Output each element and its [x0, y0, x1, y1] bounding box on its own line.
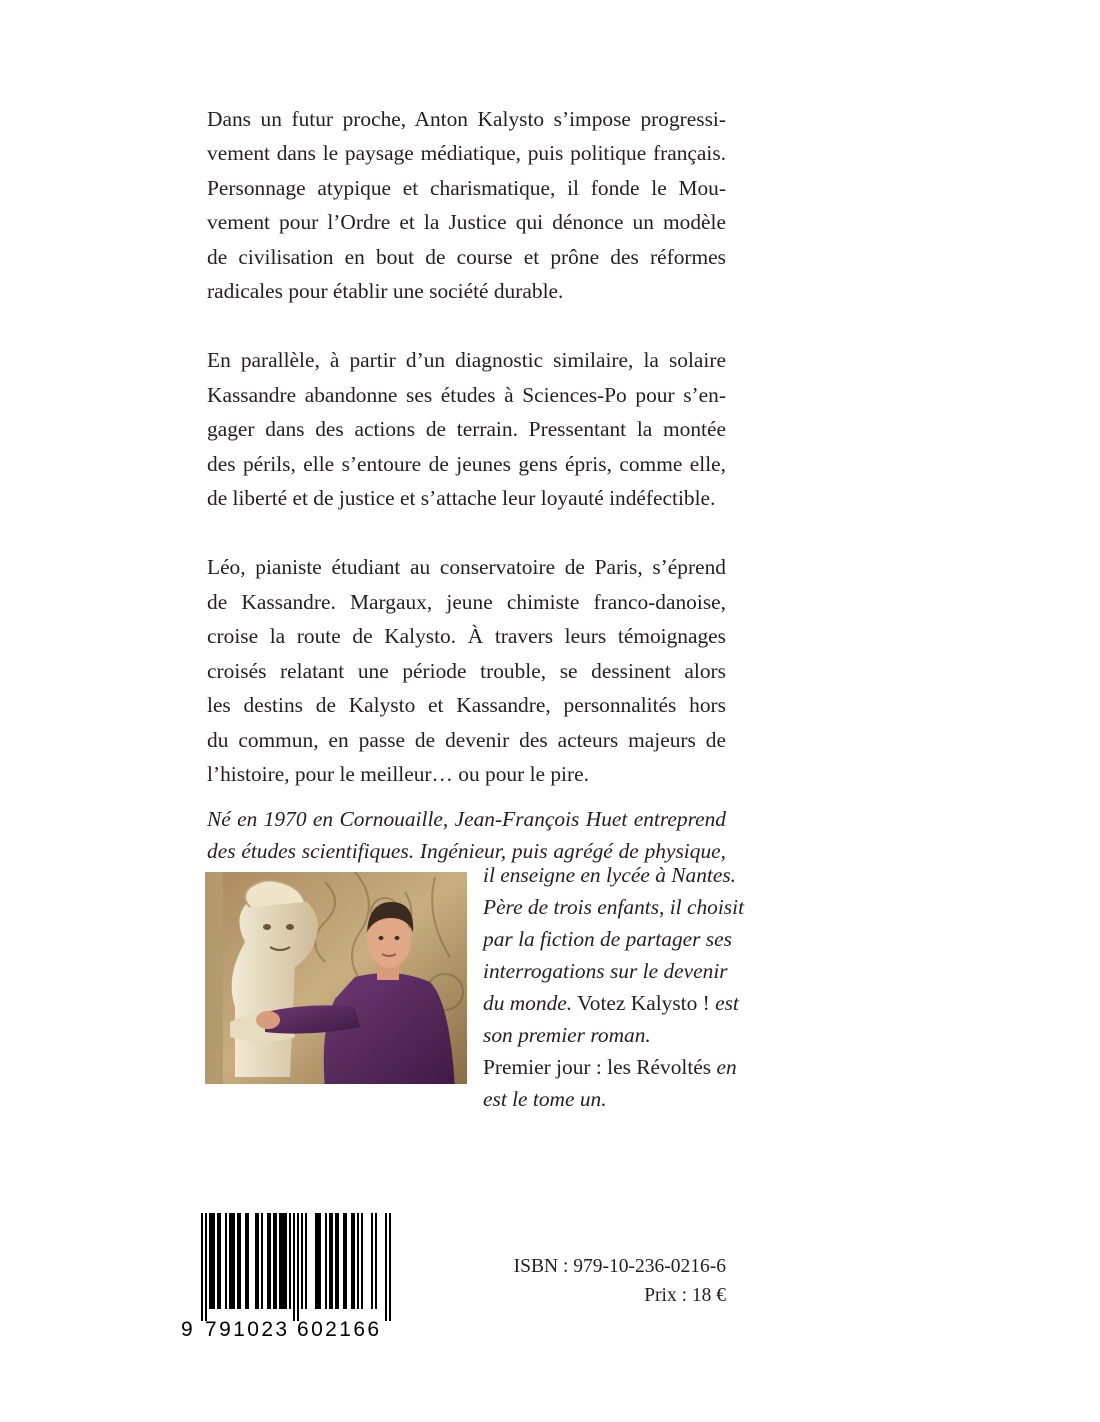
barcode-bar [261, 1213, 263, 1309]
barcode-bar [279, 1213, 281, 1309]
barcode-bar [283, 1213, 285, 1309]
barcode-bar [225, 1213, 227, 1309]
bio-line: des études scientifiques. Ingénieur, puis agrégé de physique, [207, 839, 726, 863]
blurb-line: des périls, elle s’entoure de jeunes gens épris, comme elle, [207, 451, 726, 476]
blurb-line: Personnage atypique et charismatique, il fonde le Mou- [207, 175, 726, 200]
bio-text: du monde. [483, 991, 573, 1015]
blurb-line: l’histoire, pour le meilleur… ou pour le pire. [207, 761, 589, 786]
book-title-votez-kalysto: Votez Kalysto ! [572, 991, 710, 1015]
blurb-line: de liberté et de justice et s’attache leur loyauté indéfectible. [207, 486, 716, 511]
blurb-line: radicales pour établir une société durable. [207, 279, 564, 304]
barcode-guard-bar [389, 1213, 391, 1321]
barcode-guard-bar [297, 1213, 299, 1321]
barcode-bar [301, 1213, 303, 1309]
barcode-bar [219, 1213, 221, 1309]
bio-line [483, 987, 739, 1019]
blurb-line: vement dans le paysage médiatique, puis politique français. [207, 141, 726, 166]
barcode-bar [331, 1213, 333, 1309]
barcode-guard-bar [201, 1213, 203, 1321]
bio-line: Né en 1970 en Cornouaille, Jean-François Huet entreprend [207, 807, 726, 831]
author-bio [207, 803, 745, 1111]
barcode-bar [335, 1213, 337, 1309]
barcode-bar [319, 1213, 321, 1309]
barcode-bar [239, 1213, 241, 1309]
barcode-bar [353, 1213, 355, 1309]
barcode-bar [343, 1213, 345, 1309]
blurb-line: Dans un futur proche, Anton Kalysto s’impose progressi- [207, 107, 726, 131]
barcode-bar [213, 1213, 215, 1309]
barcode-bar [315, 1213, 317, 1309]
bio-wrapped-text [483, 859, 745, 1115]
barcode-bar [237, 1213, 239, 1309]
blurb-line: Léo, pianiste étudiant au conservatoire de Paris, s’éprend [207, 555, 726, 580]
barcode-bar [209, 1213, 211, 1309]
blurb-paragraph-2 [207, 343, 726, 515]
isbn-barcode [181, 1213, 403, 1345]
barcode-bar [217, 1213, 219, 1309]
barcode-bar [285, 1213, 287, 1309]
barcode-bar [255, 1213, 257, 1309]
book-title-premier-jour: Premier jour : les Révoltés [483, 1055, 712, 1079]
barcode-digit-group-2: 602166 [297, 1318, 382, 1341]
barcode-bar [357, 1213, 359, 1309]
author-photo [205, 872, 467, 1084]
blurb-line: croisés relatant une période trouble, se dessinent alors [207, 658, 726, 683]
barcode-bar [245, 1213, 247, 1309]
bio-text: en [711, 1055, 737, 1079]
blurb-line: gager dans des actions de terrain. Pressentant la montée [207, 417, 726, 442]
barcode-bar [361, 1213, 363, 1309]
barcode-bar [229, 1213, 231, 1309]
barcode-bar [281, 1213, 283, 1309]
bio-text: est [709, 991, 739, 1015]
isbn-price-block [514, 1252, 726, 1310]
blurb-paragraph-3 [207, 550, 726, 791]
barcode-guard-bar [385, 1213, 387, 1321]
blurb-line: croise la route de Kalysto. À travers leurs témoignages [207, 624, 726, 649]
barcode-bar [231, 1213, 233, 1309]
isbn-text: ISBN : 979-10-236-0216-6 [513, 1256, 726, 1277]
book-blurb [207, 102, 726, 826]
bio-line [483, 1051, 737, 1083]
barcode-bar [211, 1213, 213, 1309]
barcode-bar [257, 1213, 259, 1309]
barcode-bar [329, 1213, 331, 1309]
blurb-line: du commun, en passe de devenir des acteurs majeurs de [207, 727, 726, 752]
price-text: Prix : 18 € [644, 1285, 726, 1306]
blurb-line: de Kassandre. Margaux, jeune chimiste franco-danoise, [207, 589, 726, 614]
barcode-bars [181, 1213, 403, 1321]
barcode-bar [325, 1213, 327, 1309]
barcode-bar [337, 1213, 339, 1309]
barcode-bar [275, 1213, 277, 1309]
barcode-bar [345, 1213, 347, 1309]
blurb-line: Kassandre abandonne ses études à Sciences-Po pour s’en- [207, 382, 726, 407]
barcode-bar [305, 1213, 307, 1309]
barcode-digit-group-1: 791023 [205, 1318, 290, 1341]
barcode-bar [317, 1213, 319, 1309]
barcode-guard-bar [293, 1213, 295, 1321]
blurb-line: de civilisation en bout de course et prône des réformes [207, 244, 726, 269]
blurb-line: En parallèle, à partir d’un diagnostic similaire, la solaire [207, 348, 726, 373]
barcode-guard-bar [205, 1213, 207, 1321]
barcode-bar [247, 1213, 249, 1309]
bio-line: son premier roman. [483, 1023, 651, 1047]
barcode-bar [351, 1213, 353, 1309]
blurb-line: vement pour l’Ordre et la Justice qui dénonce un modèle [207, 210, 726, 235]
bio-line: Père de trois enfants, il choisit [483, 895, 745, 919]
barcode-bar [375, 1213, 377, 1309]
barcode-first-digit: 9 [181, 1318, 193, 1341]
barcode-bar [269, 1213, 271, 1309]
barcode-bar [289, 1213, 291, 1309]
blurb-paragraph-1 [207, 102, 726, 308]
bio-line: il enseigne en lycée à Nantes. [483, 863, 737, 887]
author-photo-image [205, 872, 467, 1084]
barcode-bar [273, 1213, 275, 1309]
blurb-line: les destins de Kalysto et Kassandre, personnalités hors [207, 693, 726, 718]
bio-line: interrogations sur le devenir [483, 959, 728, 983]
bio-line: par la fiction de partager ses [483, 927, 732, 951]
barcode-bar [371, 1213, 373, 1309]
bio-line: est le tome un. [483, 1087, 607, 1111]
barcode-bar [267, 1213, 269, 1309]
barcode-bar [233, 1213, 235, 1309]
